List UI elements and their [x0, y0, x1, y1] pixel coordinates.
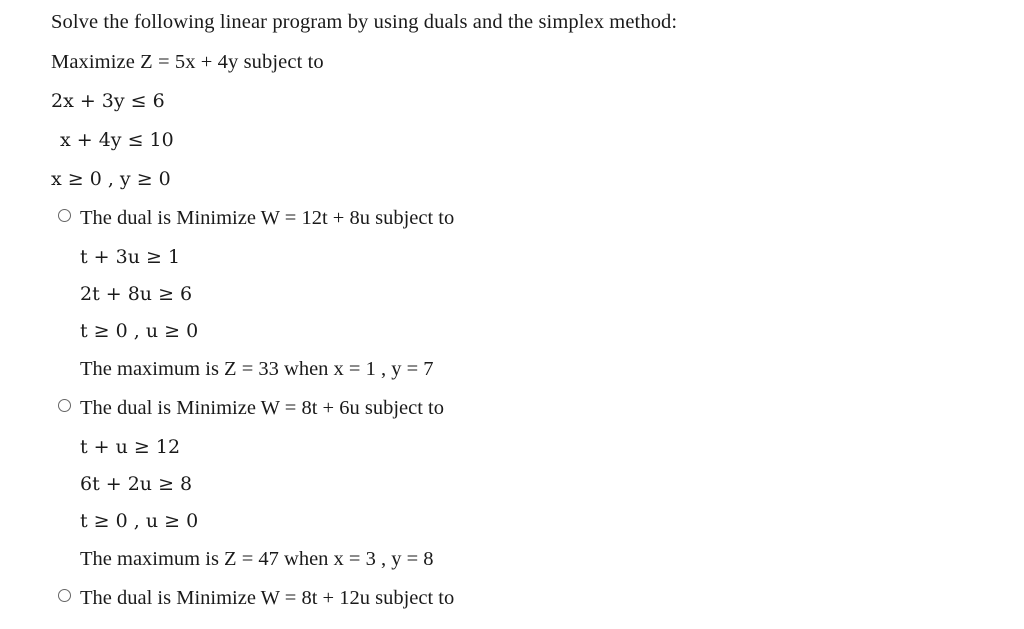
option-1-radio[interactable]: [58, 209, 71, 222]
constraint-2: x + 4y ≤ 10: [60, 129, 174, 151]
option-2-constraint-2: 6t + 2u ≥ 8: [80, 473, 193, 495]
option-2-nonnegativity: t ≥ 0 , u ≥ 0: [80, 510, 199, 532]
option-1-constraint-1: t + 3u ≥ 1: [80, 246, 181, 268]
option-1-constraint-2: 2t + 8u ≥ 6: [80, 283, 193, 305]
option-3-dual: The dual is Minimize W = 8t + 12u subject to: [80, 587, 455, 609]
option-1-nonnegativity: t ≥ 0 , u ≥ 0: [80, 320, 199, 342]
constraint-1: 2x + 3y ≤ 6: [51, 90, 165, 112]
option-2-result: The maximum is Z = 47 when x = 3 , y = 8: [80, 548, 434, 570]
objective-function: Maximize Z = 5x + 4y subject to: [51, 51, 324, 73]
option-2-constraint-1: t + u ≥ 12: [80, 436, 181, 458]
question-prompt: Solve the following linear program by using duals and the simplex method:: [51, 11, 678, 33]
option-2-dual: The dual is Minimize W = 8t + 6u subject to: [80, 397, 444, 419]
nonnegativity-constraint: x ≥ 0 , y ≥ 0: [51, 168, 171, 190]
option-2-radio[interactable]: [58, 399, 71, 412]
option-1-dual: The dual is Minimize W = 12t + 8u subject to: [80, 207, 455, 229]
option-3-radio[interactable]: [58, 589, 71, 602]
option-1-result: The maximum is Z = 33 when x = 1 , y = 7: [80, 358, 434, 380]
